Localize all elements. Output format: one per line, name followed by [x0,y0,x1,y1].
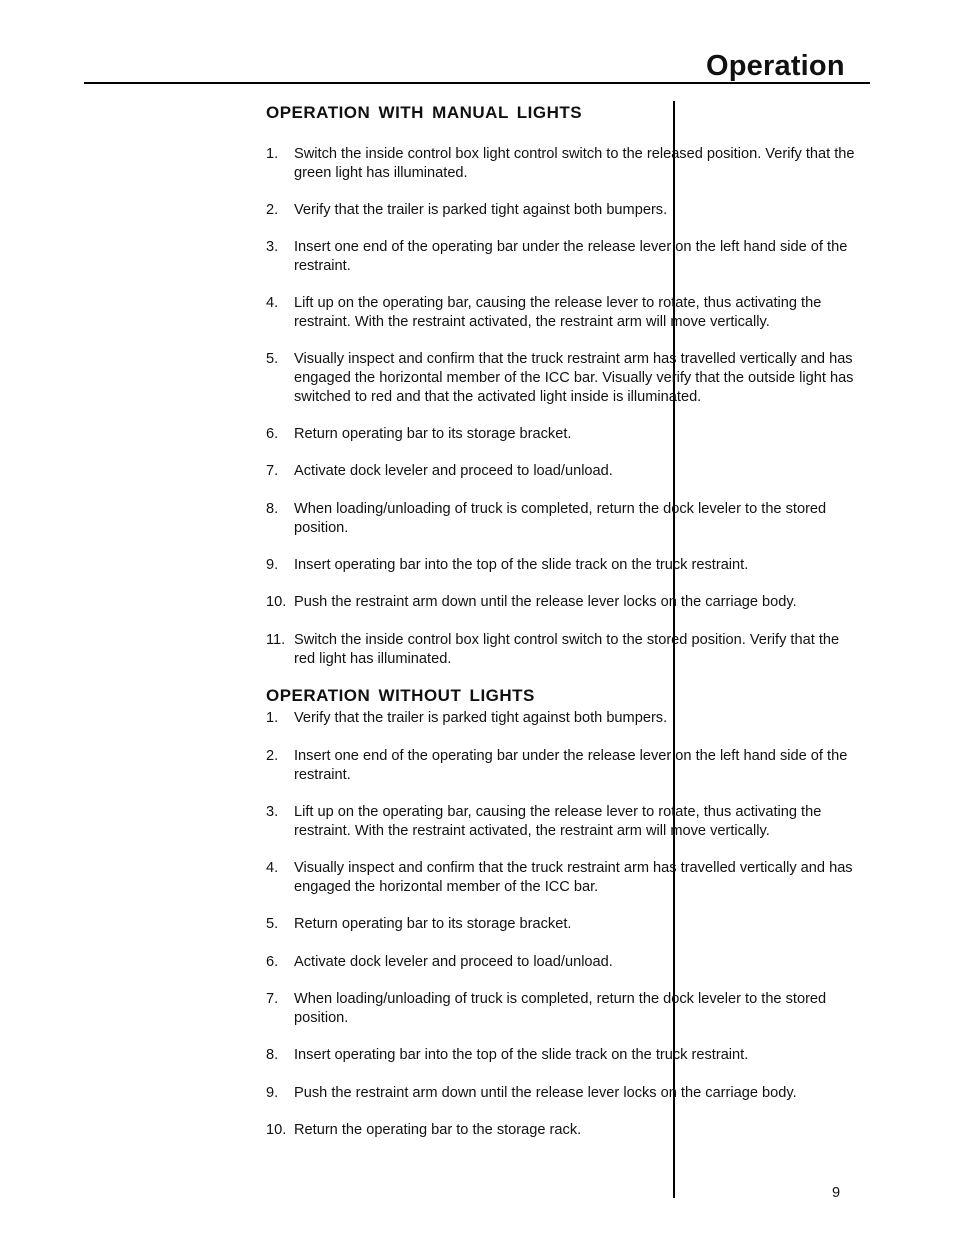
step-text: Push the restraint arm down until the release lever locks on the carriage body. [294,594,797,610]
step-number: 6. [266,954,279,970]
section-heading-without-lights: OPERATION WITHOUT LIGHTS [266,686,535,705]
step-number: 1. [266,710,279,726]
step-number: 9. [266,557,279,573]
step-number: 4. [266,295,279,311]
step-number: 8. [266,1047,279,1063]
manual-lights-step-4 [266,294,856,332]
step-number: 5. [266,916,279,932]
step-text: Return operating bar to its storage bracket. [294,426,572,442]
step-number: 10. [266,594,287,610]
step-text: Switch the inside control box light control switch to the released position. Verify that the green light has illuminated. [294,146,855,181]
without-lights-step-3 [266,803,856,841]
step-text: Visually inspect and confirm that the truck restraint arm has travelled vertically and has engaged the horizontal member of the ICC bar. Visually verify that the outside light has switched to red and that the activated light inside is illuminated. [294,351,854,405]
manual-lights-step-8 [266,500,856,538]
step-text: Visually inspect and confirm that the truck restraint arm has travelled vertically and has engaged the horizontal member of the ICC bar. [294,860,853,895]
without-lights-step-1 [266,709,856,728]
step-text: Insert operating bar into the top of the slide track on the truck restraint. [294,1047,749,1063]
step-text: Verify that the trailer is parked tight against both bumpers. [294,202,668,218]
manual-lights-step-2 [266,201,856,220]
manual-lights-step-11 [266,631,856,669]
step-text: Activate dock leveler and proceed to load/unload. [294,463,613,479]
page-title: Operation [706,50,845,82]
step-number: 3. [266,239,279,255]
without-lights-step-2 [266,747,856,785]
step-number: 3. [266,804,279,820]
without-lights-step-9 [266,1084,856,1103]
step-number: 10. [266,1122,287,1138]
step-text: When loading/unloading of truck is completed, return the dock leveler to the stored position. [294,991,827,1026]
step-text: Lift up on the operating bar, causing the release lever to rotate, thus activating the restraint. With the restraint activated, the restraint arm will move vertically. [294,295,822,330]
step-text: Lift up on the operating bar, causing the release lever to rotate, thus activating the restraint. With the restraint activated, the restraint arm will move vertically. [294,804,822,839]
without-lights-step-8 [266,1046,856,1065]
manual-lights-step-9 [266,556,856,575]
without-lights-step-4 [266,859,856,897]
without-lights-step-6 [266,953,856,972]
step-number: 7. [266,991,279,1007]
manual-lights-step-10 [266,593,856,612]
step-number: 9. [266,1085,279,1101]
step-number: 2. [266,748,279,764]
without-lights-step-10 [266,1121,856,1140]
step-text: Insert operating bar into the top of the slide track on the truck restraint. [294,557,749,573]
manual-lights-step-1 [266,145,856,183]
without-lights-step-5 [266,915,856,934]
step-text: Push the restraint arm down until the release lever locks on the carriage body. [294,1085,797,1101]
section-heading-manual-lights: OPERATION WITH MANUAL LIGHTS [266,103,583,122]
step-number: 5. [266,351,279,367]
step-text: Insert one end of the operating bar under the release lever on the left hand side of the restraint. [294,748,848,783]
manual-lights-step-5 [266,350,856,407]
step-text: Return operating bar to its storage bracket. [294,916,572,932]
manual-lights-step-7 [266,462,856,481]
manual-lights-step-6 [266,425,856,444]
step-text: Insert one end of the operating bar under the release lever on the left hand side of the restraint. [294,239,848,274]
step-number: 6. [266,426,279,442]
step-text: When loading/unloading of truck is completed, return the dock leveler to the stored position. [294,501,827,536]
step-number: 2. [266,202,279,218]
step-text: Return the operating bar to the storage rack. [294,1122,582,1138]
step-number: 7. [266,463,279,479]
page-number: 9 [832,1185,841,1201]
step-text: Activate dock leveler and proceed to load/unload. [294,954,613,970]
title-rule [84,82,870,84]
step-text: Switch the inside control box light control switch to the stored position. Verify that the red light has illuminated. [294,632,840,667]
step-number: 1. [266,146,279,162]
step-number: 4. [266,860,279,876]
step-number: 8. [266,501,279,517]
step-text: Verify that the trailer is parked tight against both bumpers. [294,710,668,726]
step-number: 11. [266,632,286,648]
manual-lights-step-3 [266,238,856,276]
without-lights-step-7 [266,990,856,1028]
